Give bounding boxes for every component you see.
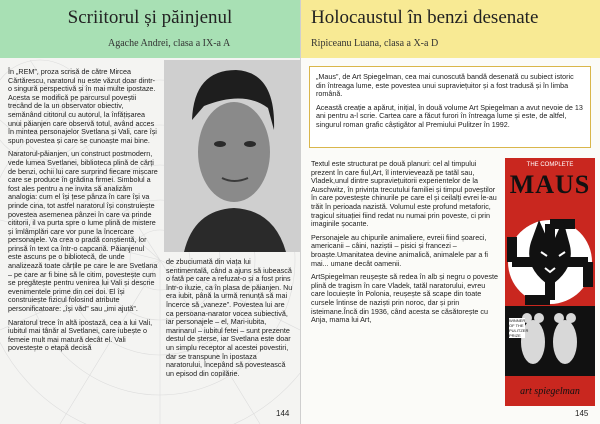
article-byline: Agache Andrei, clasa a IX-a A: [108, 38, 231, 49]
pulitzer-badge: WINNER OF THE PULITZER PRIZE: [509, 318, 529, 338]
article-byline: Ripiceanu Luana, clasa a X-a D: [311, 38, 439, 49]
book-cover: [505, 158, 595, 406]
paragraph: Această creație a apărut, inițial, în două volume Art Spiegelman a avut nevoie de 13 ani pentru a-l scrie. Cartea care a făcut furori în întreaga lume și este, de altfel, singurul roman grafic câștigător al Premiului Pulitzer în 1992.: [316, 102, 583, 129]
article-title: Scriitorul și păinjenul: [67, 7, 233, 28]
paragraph: În „REM”, proza scrisă de către Mircea Cărtărescu, naratorul nu este văzut doar dintr-o singură perspectivă și în mai multe ipostaze. Acesta se modifică pe parcursul poveștii trecând de la un observator obiectiv, semănând cititorul cu autorul, la înfățișarea unui păianjen care observă totul, având acces în mintea personajelor Svetlana și Vali, care își spun povestea și care se cunoaște mai bine.: [8, 67, 157, 145]
intro-text: [316, 73, 584, 135]
page-number: 144: [276, 409, 290, 418]
paragraph: „Maus”, de Art Spiegelman, cea mai cunoscută bandă desenată cu subiect istoric din întreaga lume, este povestea unui supraviețuitor și a fost tradusă și în limba română.: [316, 72, 574, 99]
portrait-photo-icon: [164, 60, 300, 252]
left-column-1: [8, 68, 158, 358]
cover-author: art spiegelman: [520, 386, 580, 397]
cover-title: MAUS: [509, 170, 591, 199]
page-number: 145: [575, 409, 589, 418]
right-page: [300, 0, 600, 424]
intro-box: [309, 66, 591, 148]
paragraph: Textul este structurat pe două planuri: cel al timpului prezent în care fiul,Art, îl intervievează pe tatăl sau, Vladek,unul dintre supraviețuitorii experientelor de la Auschwitz, în privința trecutului familiei și timpul poveștilor în care povestește chinurile pe care el și ceilalți evrei le-au trăit în perioada nazistă. Volumul este profund metaforic, tragicul situației fiind redat nu numai prin poveste, ci prin imaginile șocante.: [311, 159, 497, 229]
paragraph: de zbuciumată din viața lui sentimentală, când a ajuns să iubească o fată pe care a refuzat-o și a fost prins într-o iluzie, ca în plasa de păianjen. Nu era iubit, până la urmă renunță să mai încerce să „vaneze”. Povestea lui are ca persoana-narator vocea subiectivă, iar personajele – el, Mari-iubita, marinarul – iubitul fetei – sunt prezente destul de șterse, iar Svetlana este doar un simplu receptor al acestei povestiri, dar se transpune în ipostaza naratorului, începând să povestească un episod din copilărie.: [166, 257, 293, 378]
paragraph: Naratorul trece în altă ipostază, cea a lui Vali, iubitul mai tânăr al Svetlanei, care iubește o femeie mult mai matură decât el. Vali povestește o etapă decisă: [8, 317, 153, 353]
paragraph: ArtSpiegelman reușește să redea în alb și negru o poveste plină de tragism în care Vladek, tatăl naratorului, evreu care locuiește în Polonia, reușește să scape din toate cursele întinse de naziști prin noroc, dar și prin isteimane.Încă din 1936, când acesta se căsătorește cu Anja, mama lui Art,: [311, 272, 498, 325]
right-column: [311, 160, 499, 330]
paragraph: Naratorul-păianjen, un construct postmodern, vede lumea Svetlanei, biblioteca plină de cărți de benzi, ochii lui care surprind fiecare mișcare care se produce în grădina firmei. Simbolul a fost ales pentru a ne invita să analizăm analogia: cum el își țese pânza în care își va prinde cina, tot astfel naratorul își construiește povestea asemenea pânzei în care va prinde cititorii, il va purta spre o lume plină de mistere și îmlâmplări care vor pune la încercare personajele. Va crea o pradă conștientă, lor prinsă în text ca într-o capcană. Păianjenul este ascuns pe o bibliotecă, de unde analizează toate cărțile pe care le are Svetlana – pe care ar fi bine să le citim, povestește cum se pregătește pentru venirea lui Vali și descrie evenimentele prime din cei doi. El își construiește fizicul folosind atribute personificatoare: „își văd” sau „imi ajută”.: [8, 149, 158, 314]
author-portrait: [164, 60, 300, 252]
swastika-cat-icon: [505, 202, 595, 376]
cover-subtitle: THE COMPLETE: [526, 162, 574, 168]
left-column-2: [166, 258, 294, 383]
article-title: Holocaustul în benzi desenate: [311, 7, 539, 28]
paragraph: Personajele au chipurile animaliere, evreii fiind șoareci, americanii – câini, naziștii – pisici și francezi – broaște.Umanitatea devine animalică, animalele par a fi mai... umane decât oamenii.: [311, 232, 488, 268]
